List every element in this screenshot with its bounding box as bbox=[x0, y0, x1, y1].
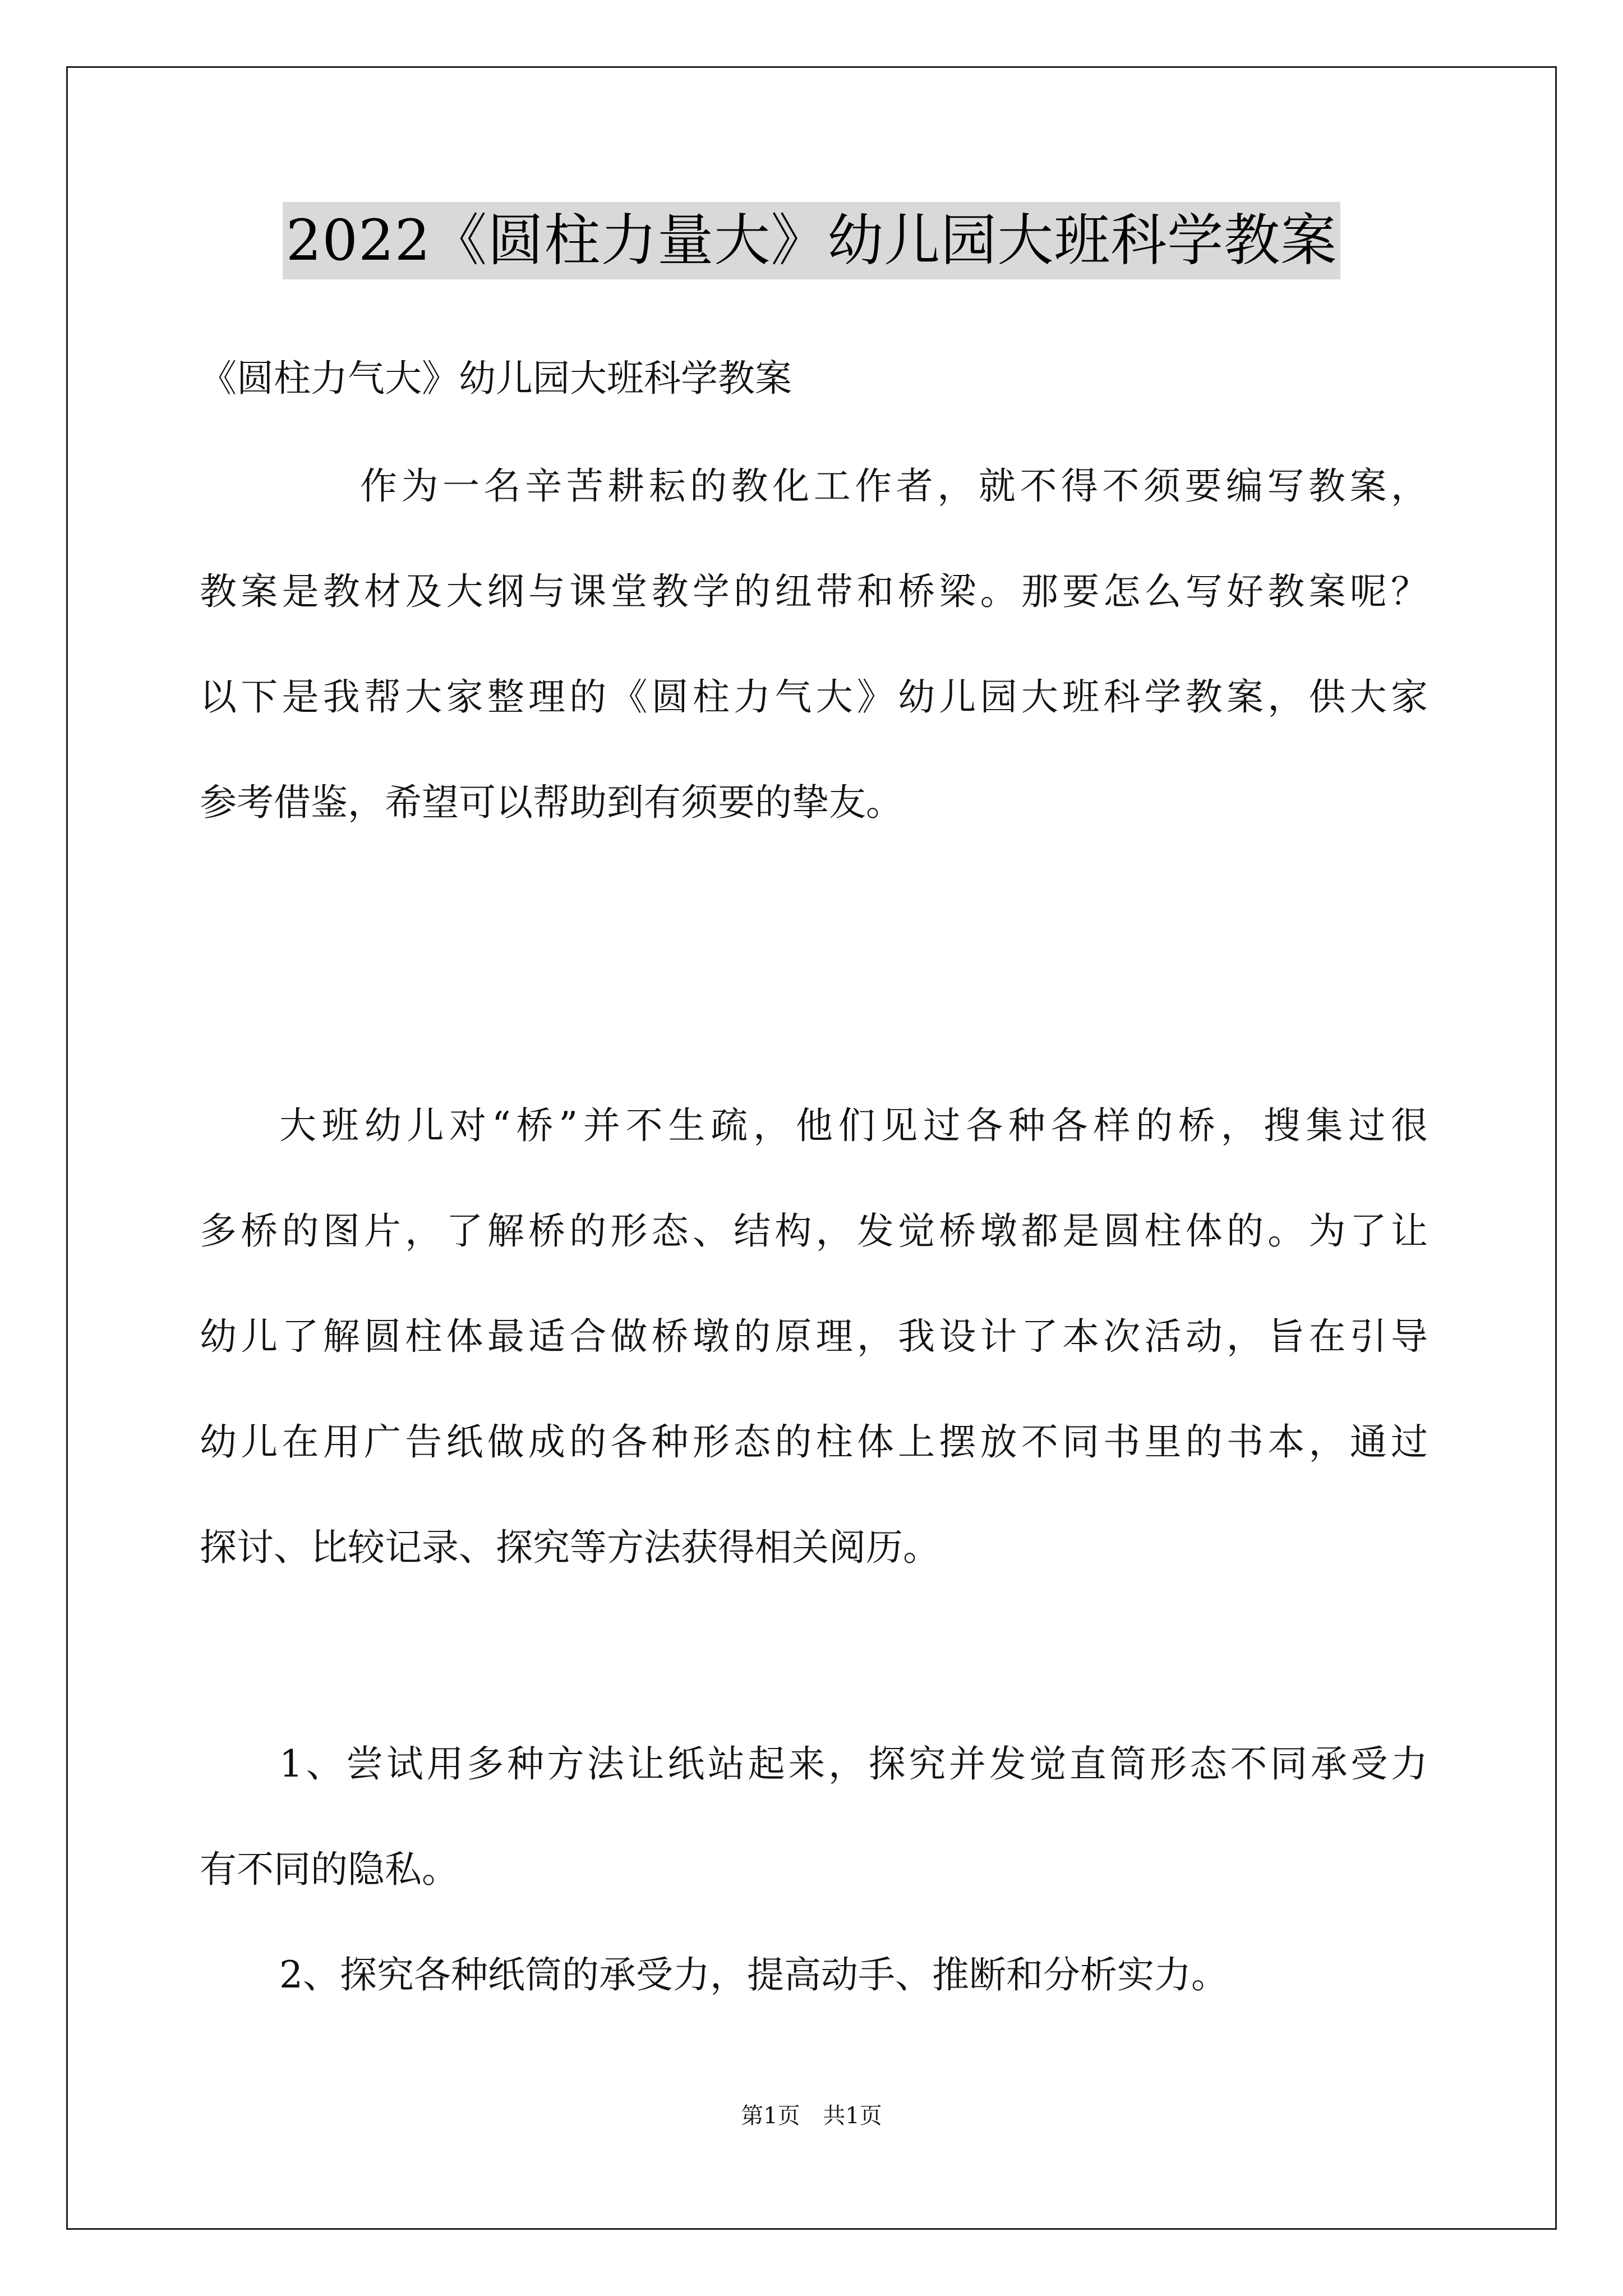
page-total: 共1页 bbox=[823, 2103, 882, 2129]
title-container bbox=[0, 202, 1623, 279]
intro-line-4: 参考借鉴，希望可以帮助到有须要的挚友。 bbox=[200, 781, 903, 824]
design-line-2: 多桥的图片，了解桥的形态、结构，发觉桥墩都是圆柱体的。为了让 bbox=[200, 1209, 1428, 1253]
intro-line-1: 作为一名辛苦耕耘的教化工作者，就不得不须要编写教案， bbox=[360, 464, 1428, 508]
page-number: 第1页 bbox=[741, 2103, 800, 2129]
goal-2-line: 2、探究各种纸筒的承受力，提高动手、推断和分析实力。 bbox=[279, 1953, 1228, 1996]
design-line-1: 大班幼儿对“桥”并不生疏，他们见过各种各样的桥，搜集过很 bbox=[279, 1104, 1428, 1147]
document-subtitle: 《圆柱力气大》幼儿园大班科学教案 bbox=[200, 357, 792, 400]
intro-line-3: 以下是我帮大家整理的《圆柱力气大》幼儿园大班科学教案，供大家 bbox=[200, 675, 1428, 719]
page-footer bbox=[0, 2099, 1623, 2133]
design-line-5: 探讨、比较记录、探究等方法获得相关阅历。 bbox=[200, 1526, 940, 1569]
intro-line-2: 教案是教材及大纲与课堂教学的纽带和桥梁。那要怎么写好教案呢？ bbox=[200, 570, 1428, 613]
design-line-4: 幼儿在用广告纸做成的各种形态的柱体上摆放不同书里的书本，通过 bbox=[200, 1420, 1428, 1464]
goal-1-line-1: 1、尝试用多种方法让纸站起来，探究并发觉直筒形态不同承受力 bbox=[279, 1742, 1428, 1786]
design-line-3: 幼儿了解圆柱体最适合做桥墩的原理，我设计了本次活动，旨在引导 bbox=[200, 1315, 1428, 1358]
document-title: 2022《圆柱力量大》幼儿园大班科学教案 bbox=[283, 202, 1341, 279]
goal-1-line-2: 有不同的隐私。 bbox=[200, 1848, 459, 1891]
